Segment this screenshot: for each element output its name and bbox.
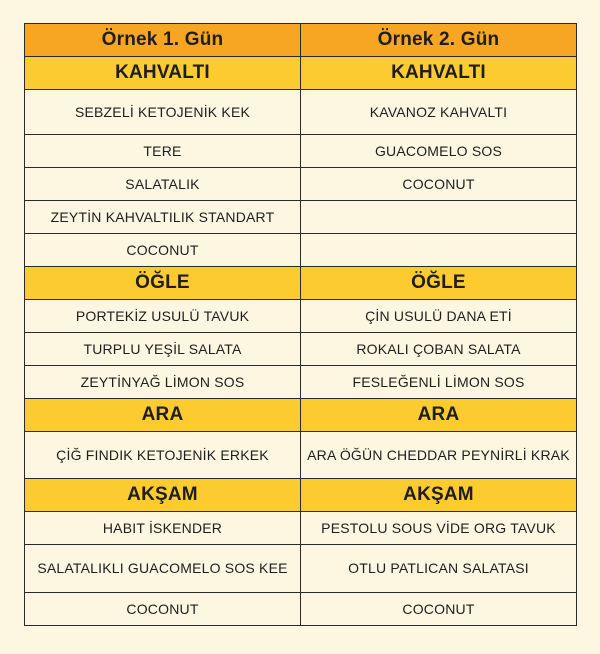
meal-item-day-1: ÇİĞ FINDIK KETOJENİK ERKEK: [25, 432, 301, 479]
meal-plan-table-container: [24, 23, 577, 626]
section-title-dinner-day-1: AKŞAM: [25, 479, 301, 512]
meal-item-day-2: FESLEĞENLİ LİMON SOS: [301, 366, 577, 399]
section-row-dinner: [25, 479, 577, 512]
meal-item-day-1: HABIT İSKENDER: [25, 512, 301, 545]
meal-item-day-1: SALATALIK: [25, 168, 301, 201]
meal-item-day-2: [301, 201, 577, 234]
meal-item-day-2: ARA ÖĞÜN CHEDDAR PEYNİRLİ KRAK: [301, 432, 577, 479]
meal-item-day-2: GUACOMELO SOS: [301, 135, 577, 168]
header-row: [25, 24, 577, 57]
column-header-day-1: Örnek 1. Gün: [25, 24, 301, 57]
meal-item-day-2: ÇİN USULÜ DANA ETİ: [301, 300, 577, 333]
meal-item-day-1: SALATALIKLI GUACOMELO SOS KEE: [25, 545, 301, 593]
table-row: [25, 135, 577, 168]
meal-item-day-1: TURPLU YEŞİL SALATA: [25, 333, 301, 366]
section-row-breakfast: [25, 57, 577, 90]
section-title-lunch-day-2: ÖĞLE: [301, 267, 577, 300]
table-row: [25, 234, 577, 267]
meal-item-day-2: COCONUT: [301, 593, 577, 626]
meal-item-day-2: ROKALI ÇOBAN SALATA: [301, 333, 577, 366]
section-title-lunch-day-1: ÖĞLE: [25, 267, 301, 300]
meal-item-day-1: COCONUT: [25, 234, 301, 267]
meal-item-day-2: PESTOLU SOUS VİDE ORG TAVUK: [301, 512, 577, 545]
table-row: [25, 512, 577, 545]
section-title-breakfast-day-1: KAHVALTI: [25, 57, 301, 90]
table-row: [25, 545, 577, 593]
meal-plan-table: [24, 23, 577, 626]
meal-item-day-2: [301, 234, 577, 267]
table-row: [25, 366, 577, 399]
column-header-day-2: Örnek 2. Gün: [301, 24, 577, 57]
section-title-dinner-day-2: AKŞAM: [301, 479, 577, 512]
meal-item-day-1: PORTEKİZ USULÜ TAVUK: [25, 300, 301, 333]
meal-item-day-1: TERE: [25, 135, 301, 168]
section-title-snack-day-2: ARA: [301, 399, 577, 432]
table-row: [25, 300, 577, 333]
meal-item-day-2: OTLU PATLICAN SALATASI: [301, 545, 577, 593]
table-row: [25, 90, 577, 135]
meal-item-day-1: COCONUT: [25, 593, 301, 626]
meal-item-day-1: ZEYTİN KAHVALTILIK STANDART: [25, 201, 301, 234]
meal-item-day-1: SEBZELİ KETOJENİK KEK: [25, 90, 301, 135]
table-row: [25, 593, 577, 626]
table-row: [25, 333, 577, 366]
table-row: [25, 201, 577, 234]
table-row: [25, 168, 577, 201]
meal-item-day-2: KAVANOZ KAHVALTI: [301, 90, 577, 135]
table-row: [25, 432, 577, 479]
section-title-snack-day-1: ARA: [25, 399, 301, 432]
section-row-lunch: [25, 267, 577, 300]
section-title-breakfast-day-2: KAHVALTI: [301, 57, 577, 90]
section-row-snack: [25, 399, 577, 432]
meal-item-day-2: COCONUT: [301, 168, 577, 201]
meal-item-day-1: ZEYTİNYAĞ LİMON SOS: [25, 366, 301, 399]
